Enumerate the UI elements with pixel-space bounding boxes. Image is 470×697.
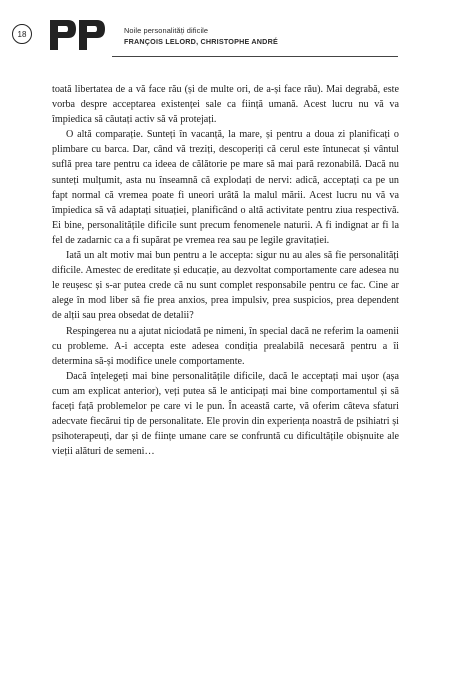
header-divider bbox=[112, 56, 398, 57]
paragraph-4: Respingerea nu a ajutat niciodată pe nimeni, în special dacă ne referim la oamenii cu probleme. A-i accepta este adesea condiția prealabilă necesară pentru a îi determina să-și modifice unele comportamente. bbox=[52, 325, 399, 367]
paragraph-5: Dacă înțelegeți mai bine personalitățile dificile, dacă le acceptați mai ușor (așa cum am explicat anterior), veți putea să le anticipați mai bine comportamentul și să faceți față problemelor pe care vi le pun. În această carte, vă oferim câteva sfaturi adecvate fiecărui tip de personalitate. Ele provin din experiența noastră de psihiatri și psihoterapeuți, dar și de ființe umane care se confruntă cu dificultățile obișnuite ale vieții alături de semeni… bbox=[52, 370, 399, 458]
header-text bbox=[124, 25, 278, 47]
body-text bbox=[52, 82, 399, 459]
paragraph-1: toată libertatea de a vă face rău (și de multe ori, de a-și face rău). Mai degrabă, este vorba despre acceptarea existenței sale ca ființă umană. Acest lucru nu vă va împiedica să căutați activ să vă protejați. bbox=[52, 84, 399, 126]
paragraph-2: O altă comparație. Sunteți în vacanță, la mare, și pentru a doua zi planificați o plimbare cu barca. Dar, când vă treziți, descoperiți că cerul este întunecat și vântul suflă prea tare pentru ca ideea de călătorie pe mare să mai pară rezonabilă. Dacă nu sunteți mulțumit, asta nu înseamnă că explodați de nervi: adică, acceptați ca pe un fapt normal că vremea poate fi uneori urâtă la malul mării. Acest lucru nu vă va împiedica să vă adaptați situației, planificând o altă activitate pentru ziua respectivă. Ei bine, personalitățile dificile sunt precum fenomenele naturii. A fi indignat ar fi la fel de zadarnic ca a fi supărat pe vremea rea sau pe legile gravitației. bbox=[52, 129, 399, 246]
publisher-logo-icon bbox=[50, 20, 106, 50]
paragraph-3: Iată un alt motiv mai bun pentru a le accepta: sigur nu au ales să fie personalități dificile. Amestec de ereditate și educație, au dezvoltat comportamente care adesea nu le reușesc și s-ar putea crede că nu sunt complet responsabile pentru ce fac. Cine ar alege în mod liber să fie prea anxios, prea impulsiv, prea suspicios, prea dependent de alții sau prea obsedat de detalii? bbox=[52, 250, 399, 322]
authors: FRANÇOIS LELORD, CHRISTOPHE ANDRÉ bbox=[124, 37, 278, 46]
series-title: Noile personalități dificile bbox=[124, 26, 209, 35]
running-header bbox=[12, 14, 412, 60]
page-number: 18 bbox=[12, 24, 32, 44]
